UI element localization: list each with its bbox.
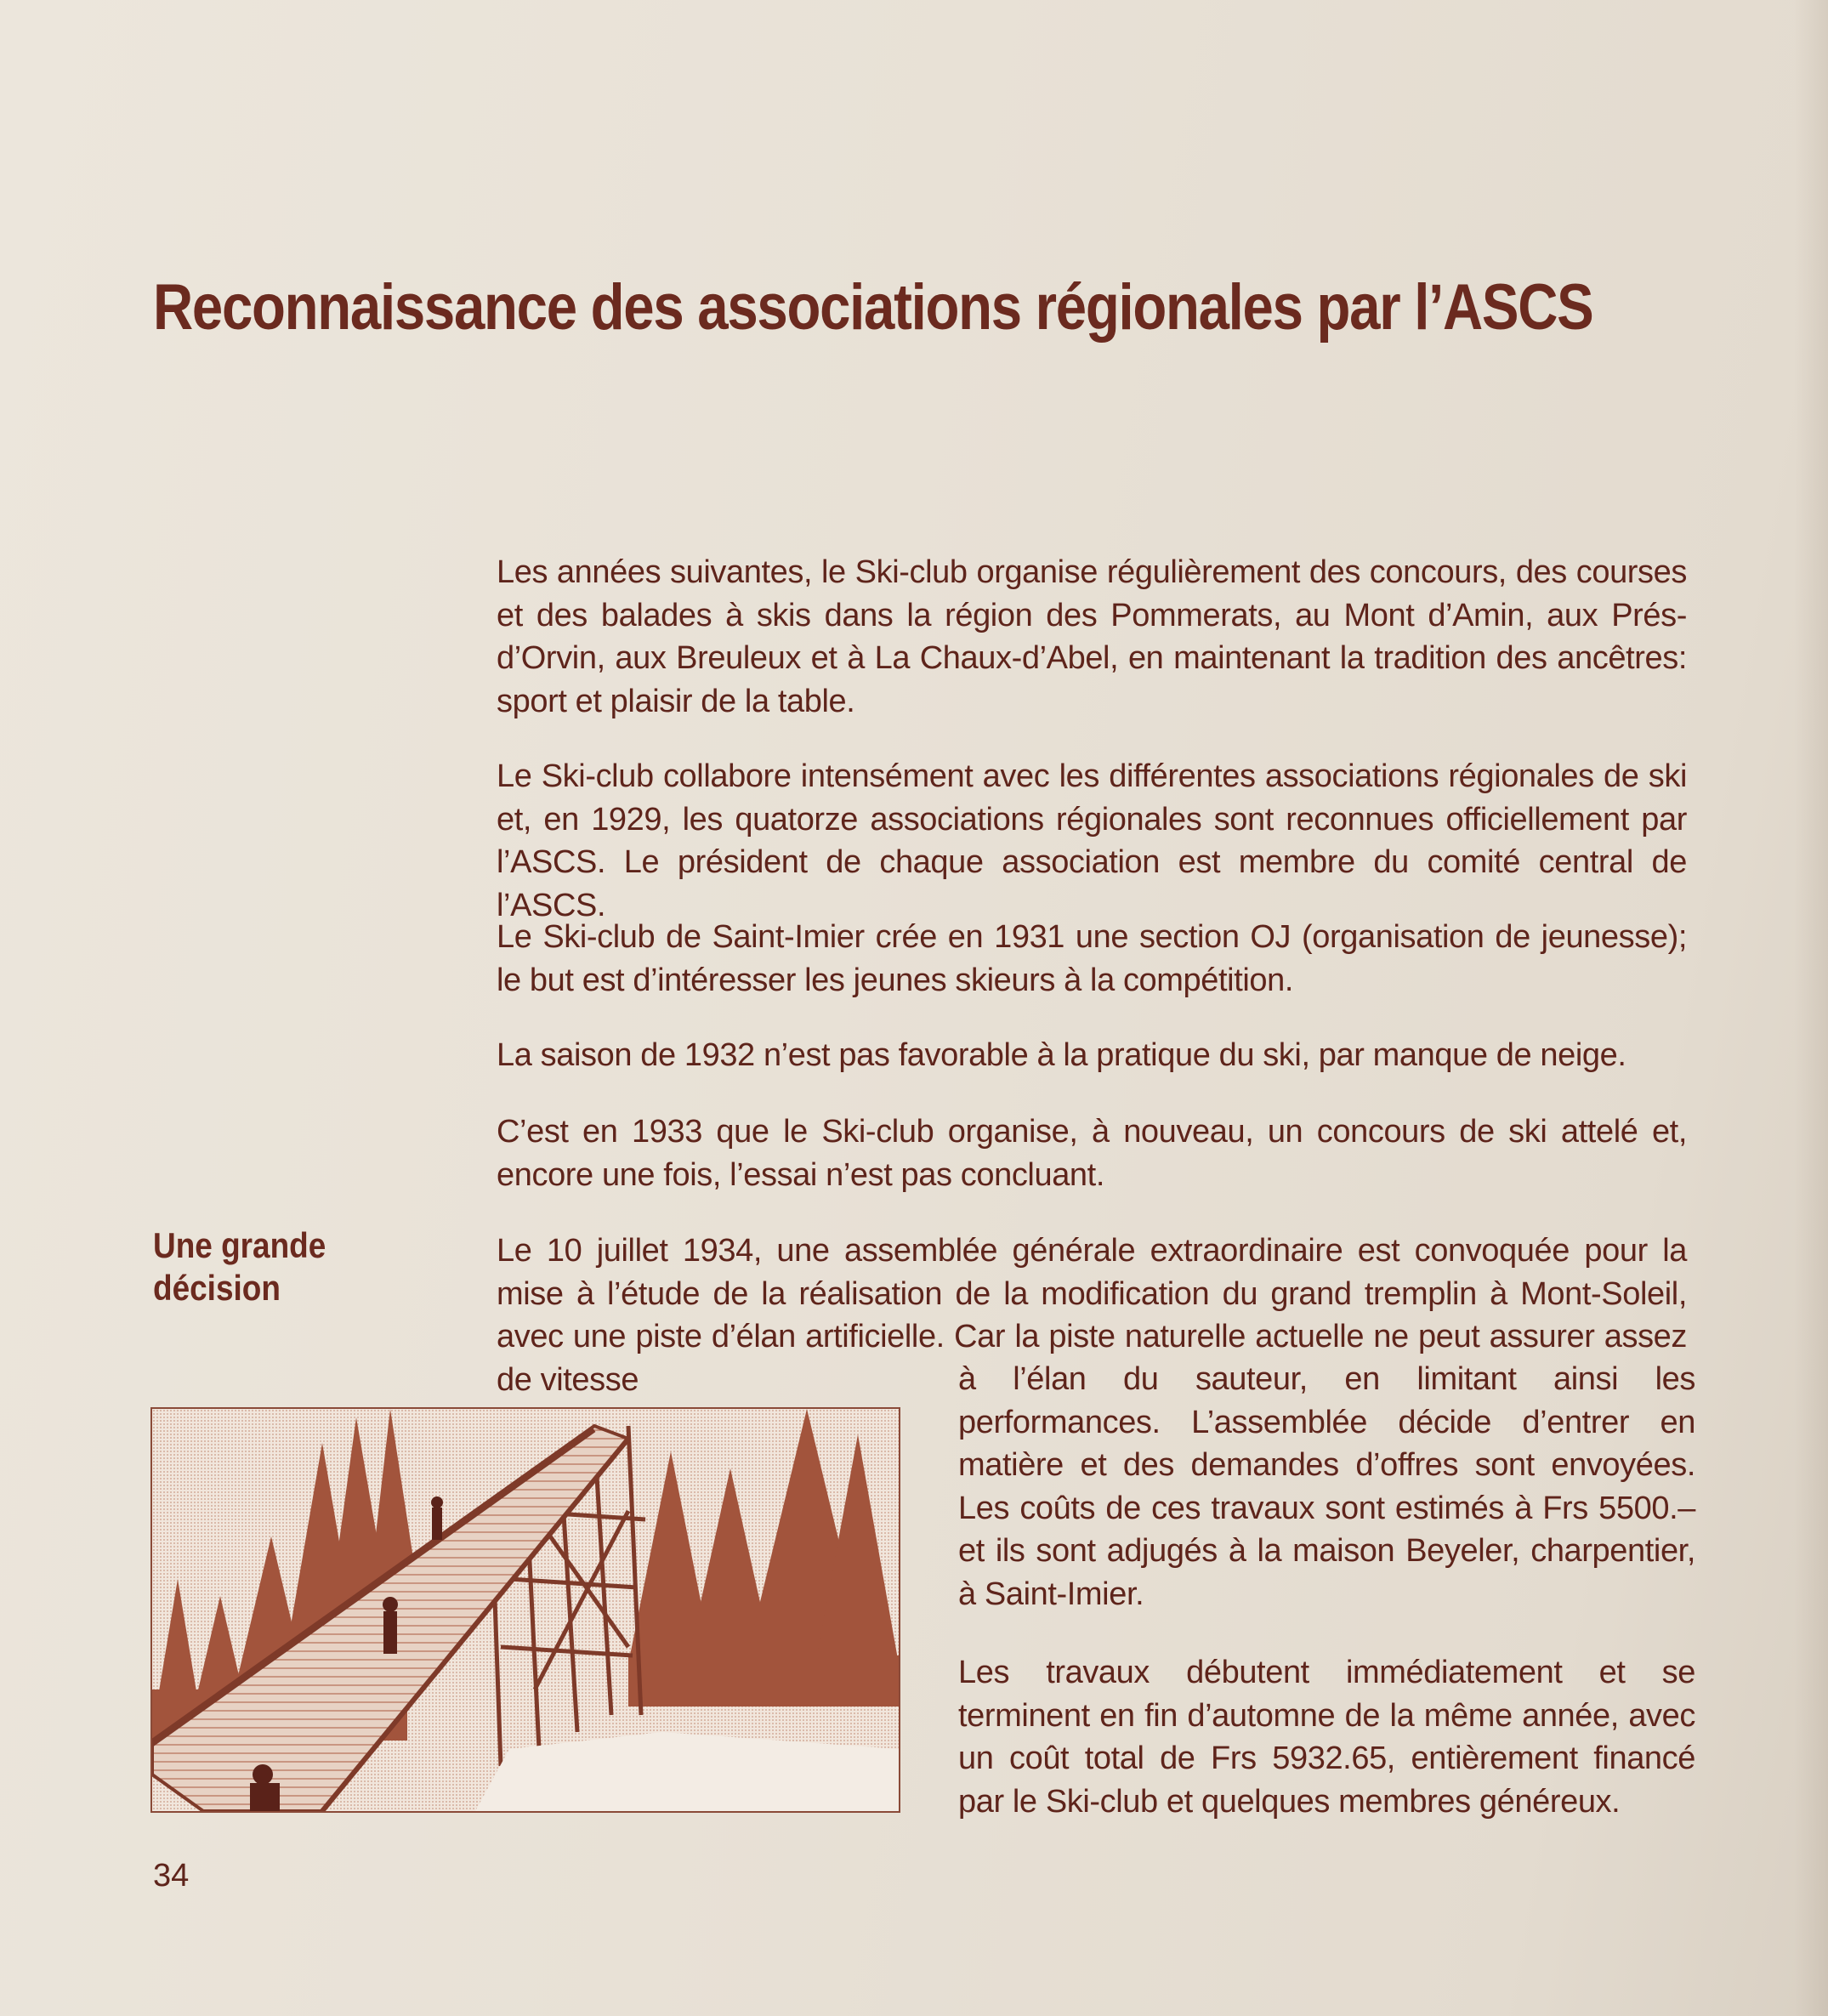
- paragraph-saison-1932: La saison de 1932 n’est pas favorable à la pratique du ski, par manque de neige.: [497, 1037, 1626, 1073]
- page-edge-shadow: [1794, 0, 1828, 2016]
- paragraph-concours-1933: C’est en 1933 que le Ski-club organise, à nouveau, un concours de ski attelé et, encore une fois, l’essai n’est pas concluant.: [497, 1114, 1687, 1193]
- side-heading: Une grande décision: [153, 1225, 326, 1308]
- ski-jump-photo: [150, 1407, 900, 1813]
- paragraph-assemblee-1934: Le 10 juillet 1934, une assemblée générale extraordinaire est convoquée pour la mise à l’étude de la réalisation de la modification du grand tremplin à Mont-Soleil, avec une piste d’élan artificielle. Car la piste naturelle actuelle ne peut assurer assez de vitesse: [497, 1233, 1687, 1398]
- page-number: 34: [153, 1858, 190, 1894]
- paragraph-collaboration-associations: Le Ski-club collabore intensément avec les différentes associations régionales de ski et, en 1929, les quatorze associations régionales sont reconnues officiellement par l’ASCS. Le président de chaque association est membre du comité central de l’ASCS.: [497, 758, 1687, 923]
- paragraph-section-oj: Le Ski-club de Saint-Imier crée en 1931 une section OJ (organisation de jeunesse); le but est d’intéresser les jeunes skieurs à la compétition.: [497, 919, 1687, 998]
- ski-jump-illustration: [152, 1409, 899, 1811]
- page-title: Reconnaissance des associations régionales par l’ASCS: [153, 271, 1593, 344]
- paragraph-travaux: Les travaux débutent immédiatement et se terminent en fin d’automne de la même année, avec un coût total de Frs 5932.65, entièrement financé par le Ski-club et quelques membres généreux.: [958, 1655, 1695, 1820]
- paragraph-annees-suivantes: Les années suivantes, le Ski-club organise régulièrement des concours, des courses et des balades à skis dans la région des Pommerats, au Mont d’Amin, aux Prés-d’Orvin, aux Breuleux et à La Chaux-d’Abel, en maintenant la tradition des ancêtres: sport et plaisir de la table.: [497, 554, 1687, 719]
- paragraph-assemblee-1934-continued: à l’élan du sauteur, en limitant ainsi les performances. L’assemblée décide d’entrer en matière et des demandes d’offres sont envoyées. Les coûts de ces travaux sont estimés à Frs 5500.– et ils sont adjugés à la maison Beyeler, charpentier, à Saint-Imier.: [958, 1361, 1695, 1612]
